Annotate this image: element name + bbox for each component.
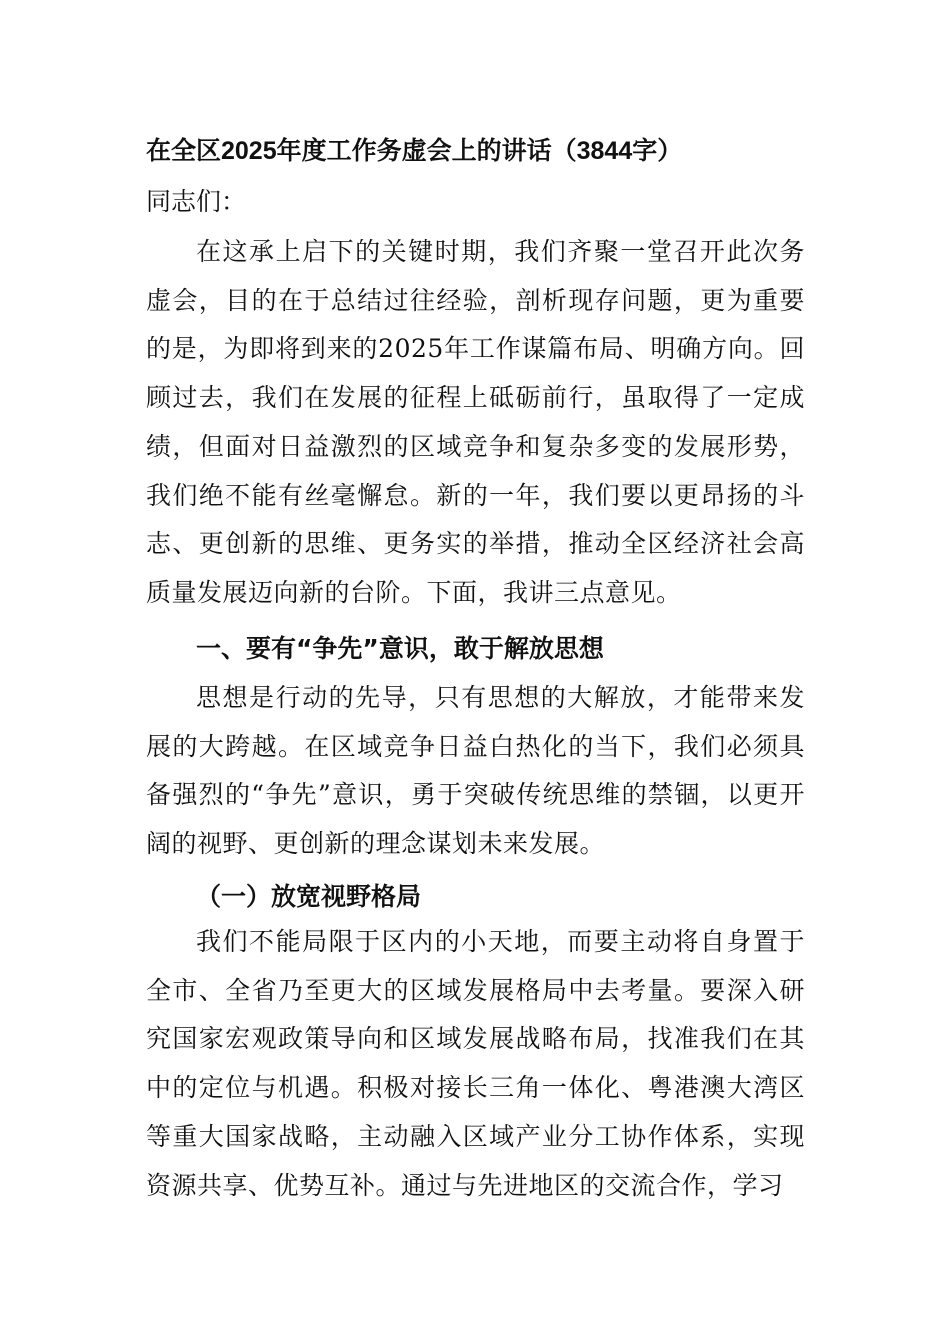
- greeting: 同志们：: [146, 187, 247, 216]
- paragraph-section-1: 思想是行动的先导，只有思想的大解放，才能带来发展的大跨越。在区域竞争日益白热化的当下，我们必须具备强烈的“争先”意识，勇于突破传统思维的禁锢，以更开阔的视野、更创新的理念谋划未来发展。: [146, 683, 805, 859]
- section-heading-1: 一、要有“争先”意识，敢于解放思想: [196, 634, 604, 663]
- paragraph-intro: 在这承上启下的关键时期，我们齐聚一堂召开此次务虚会，目的在于总结过往经验，剖析现存问题，更为重要的是，为即将到来的2025年工作谋篇布局、明确方向。回顾过去，我们在发展的征程上砥砺前行，虽取得了一定成绩，但面对日益激烈的区域竞争和复杂多变的发展形势，我们绝不能有丝毫懈怠。新的一年，我们要以更昂扬的斗志、更创新的思维、更务实的举措，推动全区经济社会高质量发展迈向新的台阶。下面，我讲三点意见。: [146, 237, 805, 607]
- document-title: 在全区2025年度工作务虚会上的讲话（3844字）: [146, 137, 683, 165]
- subsection-heading-1: （一）放宽视野格局: [196, 882, 422, 911]
- paragraph-subsection-1: 我们不能局限于区内的小天地，而要主动将自身置于全市、全省乃至更大的区域发展格局中去考量。要深入研究国家宏观政策导向和区域发展战略布局，找准我们在其中的定位与机遇。积极对接长三角一体化、粤港澳大湾区等重大国家战略，主动融入区域产业分工协作体系，实现资源共享、优势互补。通过与先进地区的交流合作，学习: [146, 927, 805, 1200]
